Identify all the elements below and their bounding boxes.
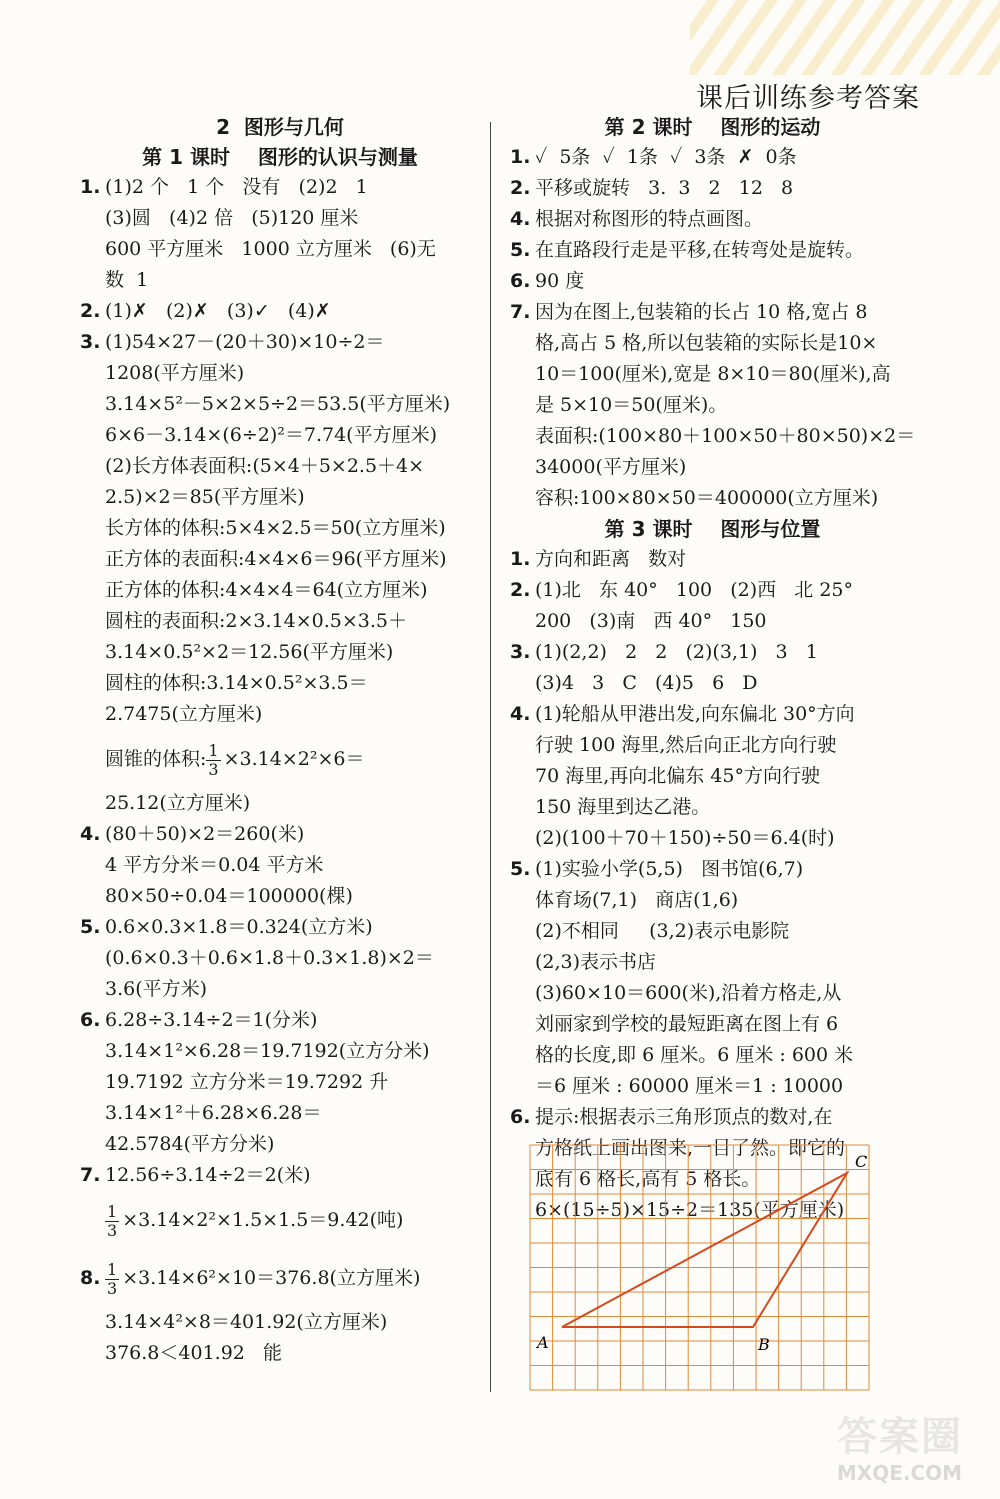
answer-text: (80＋50)×2＝260(米) <box>105 823 305 845</box>
question-number: 2. <box>80 300 101 322</box>
answer-text: (1)✗ (2)✗ (3)✓ (4)✗ <box>105 300 331 322</box>
lesson-title: 第 1 课时 图形的认识与测量 <box>142 145 418 169</box>
fraction-numerator: 1 <box>107 1201 118 1221</box>
answer-text: (1)54×27－(20＋30)×10÷2＝ <box>105 331 385 353</box>
question-number: 1. <box>510 548 531 570</box>
question-number: 4. <box>510 703 531 725</box>
answer-text: 方格纸上画出图来,一目了然。即它的 <box>535 1137 846 1159</box>
triangle-abc <box>562 1173 847 1327</box>
answer-text: 3.14×1²×6.28＝19.7192(立方分米) <box>105 1040 430 1062</box>
answer-line <box>75 699 485 730</box>
answer-text: 6×(15÷5)×15÷2＝135(平方厘米) <box>535 1199 845 1221</box>
question-number: 1. <box>80 176 101 198</box>
answer-text: 1208(平方厘米) <box>105 362 245 384</box>
answer-line <box>505 266 920 297</box>
answer-text: 376.8＜401.92 能 <box>105 1342 282 1364</box>
answer-text: 正方体的体积:4×4×4＝64(立方厘米) <box>105 579 428 601</box>
answer-line <box>75 575 485 606</box>
lesson-title: 第 2 课时 图形的运动 <box>604 115 821 139</box>
answer-text: 体育场(7,1) 商店(1,6) <box>535 889 739 911</box>
answer-line <box>75 327 485 358</box>
question-number: 5. <box>80 916 101 938</box>
answer-text: 底有 6 格长,高有 5 格长。 <box>535 1168 761 1190</box>
answer-line <box>75 265 485 296</box>
answer-line <box>75 544 485 575</box>
watermark-logo: 答案圈 <box>837 1414 963 1460</box>
question-number: 7. <box>80 1164 101 1186</box>
answer-line <box>75 1005 485 1036</box>
answer-text: 0.6×0.3×1.8＝0.324(立方米) <box>105 916 373 938</box>
answer-line <box>75 482 485 513</box>
answer-text <box>105 730 485 788</box>
answer-line <box>75 451 485 482</box>
question-number: 6. <box>510 1106 531 1128</box>
answer-text: 10＝100(厘米),宽是 8×10＝80(厘米),高 <box>535 363 891 385</box>
answer-line <box>505 142 920 173</box>
answer-line <box>75 974 485 1005</box>
answer-line <box>505 916 920 947</box>
answer-line <box>505 668 920 699</box>
answer-text: 正方体的表面积:4×4×6＝96(平方厘米) <box>105 548 447 570</box>
question-number: 3. <box>510 641 531 663</box>
answer-expression: ×3.14×6²×10＝376.8(立方厘米) <box>122 1267 421 1289</box>
answer-text: 格的长度,即 6 厘米。6 厘米 : 600 米 <box>535 1044 854 1066</box>
answer-line <box>75 668 485 699</box>
answer-text: 方向和距离 数对 <box>535 548 687 570</box>
fraction-denominator: 3 <box>208 759 219 779</box>
answer-text: 34000(平方厘米) <box>535 456 687 478</box>
answer-line <box>75 788 485 819</box>
answer-line <box>505 1071 920 1102</box>
answer-text: 长方体的体积:5×4×2.5＝50(立方厘米) <box>105 517 446 539</box>
answer-line <box>75 1338 485 1369</box>
answer-text: 格,高占 5 格,所以包装箱的实际长是10× <box>535 332 878 354</box>
page-header-title: 课后训练参考答案 <box>696 83 920 114</box>
answer-text: (1)2 个 1 个 没有 (2)2 1 <box>105 176 368 198</box>
answer-text: 平移或旋转 3. 3 2 12 8 <box>535 177 794 199</box>
answer-list <box>75 172 485 1369</box>
answer-line <box>505 204 920 235</box>
answer-text <box>105 1191 485 1249</box>
fraction <box>105 1261 119 1298</box>
answer-text: (1)(2,2) 2 2 (2)(3,1) 3 1 <box>535 641 818 663</box>
header-decoration <box>690 0 1000 75</box>
grid-lines <box>530 1145 869 1390</box>
answer-line <box>505 235 920 266</box>
answer-line <box>505 854 920 885</box>
answer-line <box>505 761 920 792</box>
answer-text: (3)60×10＝600(米),沿着方格走,从 <box>535 982 842 1004</box>
answer-line <box>505 637 920 668</box>
answer-line <box>75 912 485 943</box>
answer-text: 提示:根据表示三角形顶点的数对,在 <box>535 1106 833 1128</box>
answer-line <box>75 1036 485 1067</box>
answer-text: 3.14×4²×8＝401.92(立方厘米) <box>105 1311 388 1333</box>
answer-text: 3.6(平方米) <box>105 978 208 1000</box>
answer-text: 3.14×5²－5×2×5÷2＝53.5(平方厘米) <box>105 393 451 415</box>
answer-text: 2.7475(立方厘米) <box>105 703 263 725</box>
answer-text: (1)实验小学(5,5) 图书馆(6,7) <box>535 858 804 880</box>
answer-text: 刘丽家到学校的最短距离在图上有 6 <box>535 1013 839 1035</box>
answer-text: (1)轮船从甲港出发,向东偏北 30°方向 <box>535 703 855 725</box>
vertex-label-c: C <box>855 1152 868 1171</box>
question-number: 8. <box>80 1267 101 1289</box>
answer-line <box>505 606 920 637</box>
watermark-url: MXQE.COM <box>836 1461 963 1485</box>
lesson-title: 第 3 课时 图形与位置 <box>604 517 821 541</box>
answer-text: 行驶 100 海里,然后向正北方向行驶 <box>535 734 837 756</box>
answer-line <box>505 544 920 575</box>
answer-text: 6.28÷3.14÷2＝1(分米) <box>105 1009 318 1031</box>
answer-text: 因为在图上,包装箱的长占 10 格,宽占 8 <box>535 301 868 323</box>
answer-text: 表面积:(100×80＋100×50＋80×50)×2＝ <box>535 425 916 447</box>
question-number: 7. <box>510 301 531 323</box>
answer-line <box>75 819 485 850</box>
answer-line <box>505 730 920 761</box>
answer-text: 3.14×1²＋6.28×6.28＝ <box>105 1102 322 1124</box>
answer-line <box>505 1040 920 1071</box>
question-number: 1. <box>510 146 531 168</box>
answer-line <box>75 513 485 544</box>
answer-text: 600 平方厘米 1000 立方厘米 (6)无 <box>105 238 436 260</box>
answer-expression: ×3.14×2²×6＝ <box>223 748 365 770</box>
answer-text: 在直路段行走是平移,在转弯处是旋转。 <box>535 239 865 261</box>
answer-line <box>505 452 920 483</box>
fraction-denominator: 3 <box>107 1220 118 1240</box>
answer-text: 4 平方分米＝0.04 平方米 <box>105 854 324 876</box>
watermark <box>817 1405 982 1485</box>
answer-text: 圆柱的体积:3.14×0.5²×3.5＝ <box>105 672 368 694</box>
answer-text: ✓ 5条 ✓ 1条 ✓ 3条 ✗ 0条 <box>535 146 797 168</box>
answer-line <box>75 296 485 327</box>
answer-line <box>505 699 920 730</box>
answer-text: 圆柱的表面积:2×3.14×0.5×3.5＋ <box>105 610 407 632</box>
answer-line <box>75 1098 485 1129</box>
answer-text: (2)不相同 (3,2)表示电影院 <box>535 920 790 942</box>
answer-line <box>75 420 485 451</box>
answer-text: (2,3)表示书店 <box>535 951 657 973</box>
question-number: 3. <box>80 331 101 353</box>
fraction <box>206 742 220 779</box>
answer-line <box>505 173 920 204</box>
answer-text: 150 海里到达乙港。 <box>535 796 711 818</box>
question-number: 6. <box>510 270 531 292</box>
answer-line <box>505 483 920 514</box>
question-number: 6. <box>80 1009 101 1031</box>
answer-line <box>75 606 485 637</box>
answer-line <box>75 203 485 234</box>
answer-text: 容积:100×80×50＝400000(立方厘米) <box>535 487 879 509</box>
answer-text: (1)北 东 40° 100 (2)西 北 25° <box>535 579 853 601</box>
answer-list <box>505 142 920 514</box>
answer-text: 是 5×10＝50(厘米)。 <box>535 394 728 416</box>
answer-text: 25.12(立方厘米) <box>105 792 251 814</box>
answer-text: 数 1 <box>105 269 149 291</box>
answer-text: 200 (3)南 西 40° 150 <box>535 610 767 632</box>
answer-line <box>75 389 485 420</box>
vertex-label-b: B <box>758 1335 770 1354</box>
answer-text: (3)4 3 C (4)5 6 D <box>535 672 758 694</box>
answer-line <box>75 881 485 912</box>
answer-line <box>505 328 920 359</box>
answer-text: (0.6×0.3＋0.6×1.8＋0.3×1.8)×2＝ <box>105 947 434 969</box>
answer-line <box>75 1067 485 1098</box>
question-number: 2. <box>510 177 531 199</box>
answer-text: ＝6 厘米 : 60000 厘米＝1 : 10000 <box>535 1075 844 1097</box>
answer-line <box>75 234 485 265</box>
answer-line <box>75 172 485 203</box>
answer-line <box>505 823 920 854</box>
answer-text: 2.5)×2＝85(平方厘米) <box>105 486 305 508</box>
fraction <box>105 1203 119 1240</box>
question-number: 2. <box>510 579 531 601</box>
answer-expression: ×3.14×2²×1.5×1.5＝9.42(吨) <box>122 1209 404 1231</box>
fraction-numerator: 1 <box>107 1259 118 1279</box>
answer-line <box>75 637 485 668</box>
answer-line <box>75 943 485 974</box>
answer-text: 6×6－3.14×(6÷2)²＝7.74(平方厘米) <box>105 424 437 446</box>
answer-line <box>75 358 485 389</box>
answer-line <box>505 792 920 823</box>
question-number: 4. <box>510 208 531 230</box>
answer-line <box>505 297 920 328</box>
question-number: 5. <box>510 858 531 880</box>
answer-text <box>105 1249 485 1307</box>
answer-line <box>75 1160 485 1191</box>
question-number: 5. <box>510 239 531 261</box>
answer-text: (2)长方体表面积:(5×4＋5×2.5＋4× <box>105 455 425 477</box>
answer-list <box>505 544 920 1226</box>
answer-prefix: 圆锥的体积: <box>105 748 207 770</box>
answer-text: 80×50÷0.04＝100000(棵) <box>105 885 353 907</box>
answer-text: 90 度 <box>535 270 585 292</box>
section-title: 2 图形与几何 <box>216 115 344 139</box>
answer-text: 42.5784(平方分米) <box>105 1133 275 1155</box>
answer-text: 19.7192 立方分米＝19.7292 升 <box>105 1071 389 1093</box>
answer-text: (3)圆 (4)2 倍 (5)120 厘米 <box>105 207 359 229</box>
answer-line <box>505 1102 920 1133</box>
answer-text: 3.14×0.5²×2＝12.56(平方厘米) <box>105 641 394 663</box>
answer-line <box>75 1129 485 1160</box>
answer-text: 12.56÷3.14÷2＝2(米) <box>105 1164 311 1186</box>
answer-line <box>505 390 920 421</box>
question-number: 4. <box>80 823 101 845</box>
answer-line <box>505 1009 920 1040</box>
answer-text: 根据对称图形的特点画图。 <box>535 208 764 230</box>
right-column <box>505 112 920 1226</box>
answer-line <box>505 978 920 1009</box>
answer-line <box>505 575 920 606</box>
fraction-denominator: 3 <box>107 1278 118 1298</box>
answer-line <box>505 947 920 978</box>
answer-line <box>75 1307 485 1338</box>
answer-line <box>505 359 920 390</box>
answer-line <box>75 730 485 788</box>
vertex-label-a: A <box>537 1333 549 1352</box>
answer-line <box>505 421 920 452</box>
answer-line <box>75 1191 485 1249</box>
left-column <box>75 112 485 1369</box>
triangle-grid-figure <box>525 1140 885 1395</box>
answer-text: (2)(100＋70＋150)÷50＝6.4(时) <box>535 827 835 849</box>
answer-line <box>75 1249 485 1307</box>
column-divider <box>490 122 491 1392</box>
answer-line <box>75 850 485 881</box>
answer-text: 70 海里,再向北偏东 45°方向行驶 <box>535 765 820 787</box>
answer-line <box>505 885 920 916</box>
fraction-numerator: 1 <box>208 740 219 760</box>
